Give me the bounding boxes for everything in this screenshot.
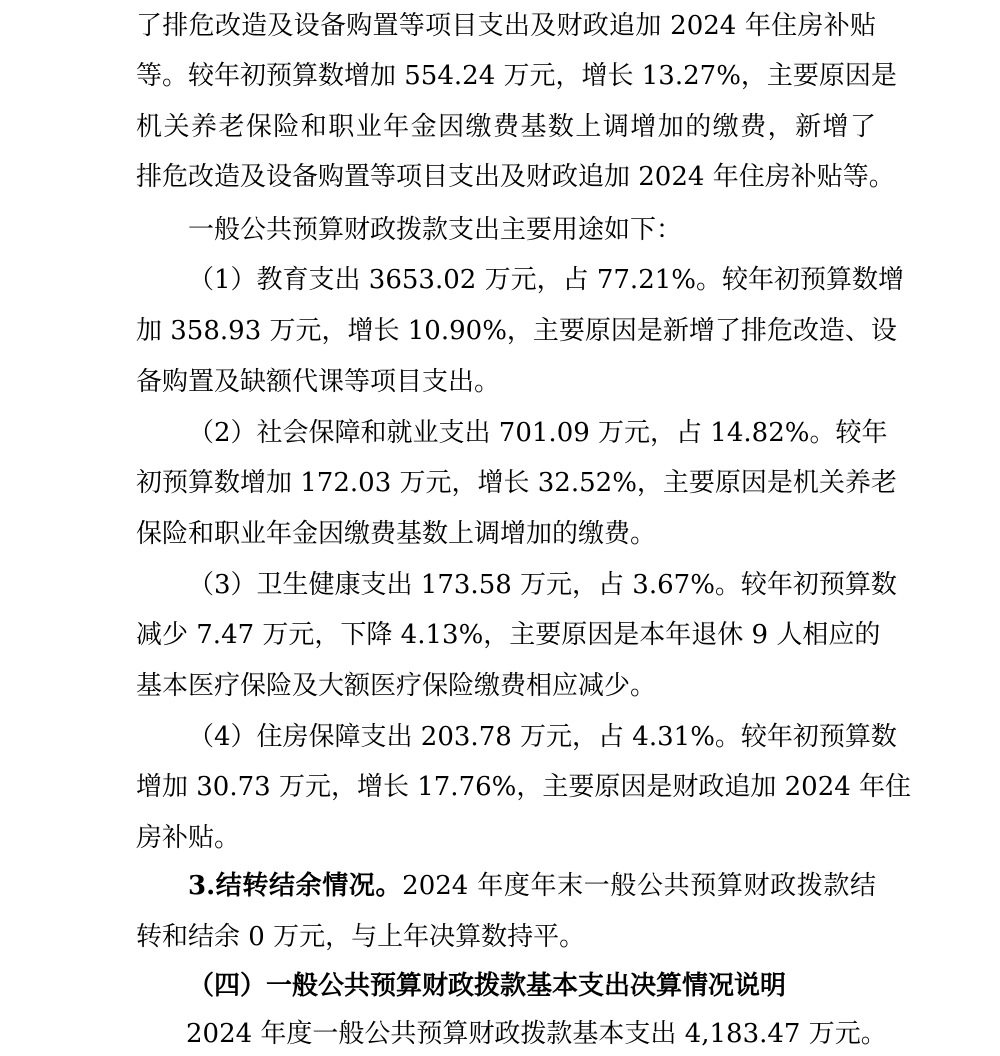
item-1-line-1: （1）教育支出 3653.02 万元，占 77.21%。较年初预算数增: [188, 265, 904, 295]
item-4-line-3: 房补贴。: [136, 823, 241, 853]
item-3-line-2: 减少 7.47 万元，下降 4.13%，主要原因是本年退休 9 人相应的: [136, 620, 881, 650]
item-2-line-1: （2）社会保障和就业支出 701.09 万元，占 14.82%。较年: [188, 418, 888, 448]
carryover-line-1: [188, 866, 876, 906]
text-line-4: 排危改造及设备购置等项目支出及财政追加 2024 年住房补贴等。: [136, 162, 895, 192]
carryover-label: 3.结转结余情况。: [188, 871, 403, 901]
text-line-5: 一般公共预算财政拨款支出主要用途如下：: [188, 215, 683, 245]
carryover-text: 2024 年度年末一般公共预算财政拨款结: [402, 871, 876, 901]
item-1-line-2: 加 358.93 万元，增长 10.90%，主要原因是新增了排危改造、设: [136, 316, 897, 346]
item-4-line-1: （4）住房保障支出 203.78 万元，占 4.31%。较年初预算数: [188, 722, 897, 752]
item-3-line-3: 基本医疗保险及大额医疗保险缴费相应减少。: [136, 671, 657, 701]
item-1-line-3: 备购置及缺额代课等项目支出。: [136, 367, 501, 397]
item-4-line-2: 增加 30.73 万元，增长 17.76%，主要原因是财政追加 2024 年住: [136, 772, 912, 802]
text-line-1: 了排危改造及设备购置等项目支出及财政追加 2024 年住房补贴: [136, 11, 876, 41]
item-3-line-1: （3）卫生健康支出 173.58 万元，占 3.67%。较年初预算数: [188, 570, 897, 600]
text-line-2: 等。较年初预算数增加 554.24 万元，增长 13.27%，主要原因是: [136, 61, 897, 91]
basic-expenditure-line: 2024 年度一般公共预算财政拨款基本支出 4,183.47 万元。: [186, 1019, 887, 1049]
section-heading: （四）一般公共预算财政拨款基本支出决算情况说明: [188, 971, 787, 1001]
item-2-line-3: 保险和职业年金因缴费基数上调增加的缴费。: [136, 519, 657, 549]
item-2-line-2: 初预算数增加 172.03 万元，增长 32.52%，主要原因是机关养老: [136, 468, 897, 498]
carryover-line-2: 转和结余 0 万元，与上年决算数持平。: [136, 922, 586, 952]
text-line-3: 机关养老保险和职业年金因缴费基数上调增加的缴费，新增了: [136, 112, 876, 142]
